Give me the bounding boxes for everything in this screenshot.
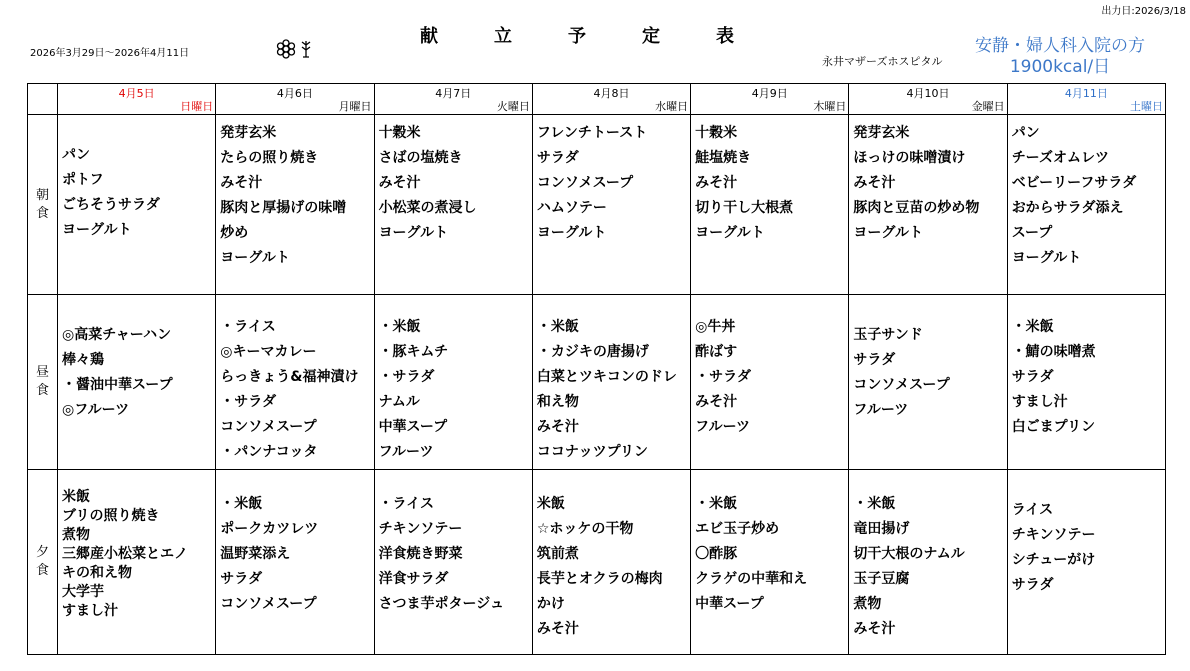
menu-item: ・米飯 xyxy=(536,319,579,335)
menu-item: 竜田揚げ xyxy=(853,521,910,537)
menu-item: サラダ xyxy=(1011,369,1054,385)
menu-item: 和え物 xyxy=(536,394,579,410)
menu-item: 玉子豆腐 xyxy=(853,571,910,587)
menu-item: 白ごまプリン xyxy=(1011,419,1096,435)
menu-item: ・米飯 xyxy=(853,496,896,512)
menu-item: ヨーグルト xyxy=(378,225,449,241)
day-header: 4月5日 日曜日 xyxy=(58,84,216,115)
menu-item: コンソメスープ xyxy=(220,419,317,435)
menu-table xyxy=(27,83,1166,655)
menu-item: ポークカツレツ xyxy=(220,521,319,537)
menu-item: ◎牛丼 xyxy=(695,319,736,335)
menu-item: ・米飯 xyxy=(378,319,421,335)
menu-item: みそ汁 xyxy=(536,419,579,435)
menu-item: 中華スープ xyxy=(378,419,448,435)
menu-item: 温野菜添え xyxy=(220,546,291,562)
menu-item: サラダ xyxy=(1011,577,1054,593)
menu-item: エビ玉子炒め xyxy=(695,521,780,537)
menu-cell xyxy=(532,295,690,470)
output-date: 出力日:2026/3/18 xyxy=(1101,6,1186,17)
menu-item: チキンソテー xyxy=(378,521,463,537)
menu-item: みそ汁 xyxy=(695,394,738,410)
menu-item: たらの照り焼き xyxy=(220,150,319,166)
menu-item: 発芽玄米 xyxy=(853,125,910,141)
menu-item: みそ汁 xyxy=(378,175,421,191)
menu-item: 豚肉と豆苗の炒め物 xyxy=(853,200,980,216)
menu-item: さばの塩焼き xyxy=(378,150,463,166)
menu-cell xyxy=(58,470,216,655)
menu-item: 十穀米 xyxy=(695,125,738,141)
menu-item: 発芽玄米 xyxy=(220,125,277,141)
menu-item: ブリの照り焼き xyxy=(62,508,160,524)
menu-item: ◎高菜チャーハン xyxy=(62,327,172,343)
menu-item: 筑前煮 xyxy=(536,546,579,562)
menu-cell xyxy=(216,295,374,470)
menu-item: 米飯 xyxy=(62,489,90,505)
menu-item: 中華スープ xyxy=(695,596,764,612)
day-header: 4月11日 土曜日 xyxy=(1007,84,1165,115)
menu-item: 〇酢豚 xyxy=(695,546,738,562)
menu-item: ヨーグルト xyxy=(220,250,290,266)
menu-period: 2026年3月29日～2026年4月11日 xyxy=(30,48,190,59)
menu-item: フルーツ xyxy=(853,402,909,418)
meal-row xyxy=(28,115,1166,295)
menu-item: フルーツ xyxy=(695,419,751,435)
menu-item: キの和え物 xyxy=(62,565,132,581)
day-header: 4月8日 水曜日 xyxy=(532,84,690,115)
menu-item: コンソメスープ xyxy=(220,596,317,612)
meal-label: 夕 食 xyxy=(28,470,58,655)
menu-item: 棒々鶏 xyxy=(62,352,104,368)
meal-label: 朝 食 xyxy=(28,115,58,295)
menu-item: ヨーグルト xyxy=(536,225,607,241)
menu-cell xyxy=(374,295,532,470)
menu-cell xyxy=(1007,295,1165,470)
menu-item: 十穀米 xyxy=(378,125,421,141)
menu-item: ・ライス xyxy=(220,319,276,335)
menu-item: 豚肉と厚揚げの味噌 xyxy=(220,200,347,216)
menu-item: みそ汁 xyxy=(220,175,263,191)
menu-cell xyxy=(216,470,374,655)
menu-item: ナムル xyxy=(378,394,420,410)
menu-item: さつま芋ポタージュ xyxy=(378,596,505,612)
diet-line-2: 1900kcal/日 xyxy=(1009,57,1111,77)
menu-cell xyxy=(374,115,532,295)
menu-item: 切り干し大根煮 xyxy=(695,200,794,216)
menu-item: ほっけの味噌漬け xyxy=(853,150,966,166)
menu-item: ・鯖の味噌煮 xyxy=(1011,344,1096,360)
menu-item: 炒め xyxy=(220,225,249,241)
menu-item: みそ汁 xyxy=(853,621,896,637)
menu-item: パン xyxy=(62,147,90,163)
menu-item: ライス xyxy=(1011,502,1054,518)
menu-cell xyxy=(216,115,374,295)
menu-item: 切干大根のナムル xyxy=(853,546,965,562)
menu-item: ・米飯 xyxy=(220,496,263,512)
menu-item: コンソメスープ xyxy=(853,377,950,393)
menu-item: 洋食サラダ xyxy=(378,571,449,587)
menu-item: ・パンナコッタ xyxy=(220,444,318,460)
menu-item: ポトフ xyxy=(62,172,104,188)
menu-item: 煮物 xyxy=(853,596,882,612)
menu-item: 煮物 xyxy=(62,527,90,543)
day-header-row xyxy=(28,84,1166,115)
menu-item: すまし汁 xyxy=(62,603,118,619)
menu-cell xyxy=(374,470,532,655)
day-header: 4月9日 木曜日 xyxy=(691,84,849,115)
menu-cell xyxy=(849,295,1007,470)
flower-logo-icon xyxy=(276,38,320,60)
menu-item: パン xyxy=(1011,125,1040,141)
menu-cell xyxy=(58,295,216,470)
menu-cell xyxy=(58,115,216,295)
menu-item: ・米飯 xyxy=(695,496,738,512)
hospital-name: 永井マザーズホスピタル xyxy=(822,55,943,68)
diet-line-1: 安静・婦人科入院の方 xyxy=(975,36,1145,56)
menu-item: クラゲの中華和え xyxy=(695,571,808,587)
menu-item: ヨーグルト xyxy=(853,225,923,241)
menu-item: ・サラダ xyxy=(378,369,435,385)
menu-item: ・ライス xyxy=(378,496,435,512)
day-header: 4月6日 月曜日 xyxy=(216,84,374,115)
menu-item: 酢ばす xyxy=(695,344,738,360)
menu-item: 米飯 xyxy=(536,496,565,512)
menu-item: フルーツ xyxy=(378,444,434,460)
menu-cell xyxy=(691,295,849,470)
menu-item: ☆ホッケの干物 xyxy=(536,521,634,537)
meal-row xyxy=(28,470,1166,655)
menu-item: 洋食焼き野菜 xyxy=(378,546,463,562)
menu-cell xyxy=(532,115,690,295)
menu-item: ・豚キムチ xyxy=(378,344,449,360)
menu-item: らっきょう&福神漬け xyxy=(220,369,359,385)
menu-item: 小松菜の煮浸し xyxy=(378,200,477,216)
day-header: 4月10日 金曜日 xyxy=(849,84,1007,115)
menu-item: ハムソテー xyxy=(536,200,607,216)
menu-item: ヨーグルト xyxy=(62,222,132,238)
menu-item: ココナッツプリン xyxy=(536,444,649,460)
menu-cell xyxy=(691,115,849,295)
menu-item: おからサラダ添え xyxy=(1011,200,1124,216)
menu-item: みそ汁 xyxy=(853,175,896,191)
menu-item: みそ汁 xyxy=(536,621,579,637)
menu-cell xyxy=(532,470,690,655)
menu-item: サラダ xyxy=(220,571,263,587)
menu-cell xyxy=(1007,470,1165,655)
menu-item: 三郷産小松菜とエノ xyxy=(62,546,188,562)
menu-item: チーズオムレツ xyxy=(1011,150,1109,166)
menu-item: ・サラダ xyxy=(220,394,277,410)
page-title: 献立予定表 xyxy=(420,26,790,47)
menu-item: シチューがけ xyxy=(1011,552,1096,568)
menu-item: ごちそうサラダ xyxy=(62,197,160,213)
menu-item: フレンチトースト xyxy=(536,125,648,141)
menu-item: 大学芋 xyxy=(62,584,104,600)
menu-item: ヨーグルト xyxy=(695,225,765,241)
menu-item: ・サラダ xyxy=(695,369,751,385)
menu-item: サラダ xyxy=(536,150,579,166)
meal-row xyxy=(28,295,1166,470)
menu-item: みそ汁 xyxy=(695,175,738,191)
menu-item: 長芋とオクラの梅肉 xyxy=(536,571,663,587)
menu-cell xyxy=(849,470,1007,655)
menu-item: ◎フルーツ xyxy=(62,402,130,418)
menu-item: ・醤油中華スープ xyxy=(62,377,173,393)
menu-item: すまし汁 xyxy=(1011,394,1068,410)
menu-item: ヨーグルト xyxy=(1011,250,1082,266)
menu-item: ・米飯 xyxy=(1011,319,1054,335)
menu-cell xyxy=(849,115,1007,295)
diet-type xyxy=(960,36,1160,78)
meal-label: 昼 食 xyxy=(28,295,58,470)
menu-item: サラダ xyxy=(853,352,896,368)
menu-item: ◎キーマカレー xyxy=(220,344,317,360)
menu-item: ・カジキの唐揚げ xyxy=(536,344,649,360)
corner-cell xyxy=(28,84,58,115)
menu-item: ベビーリーフサラダ xyxy=(1011,175,1137,191)
menu-item: 玉子サンド xyxy=(853,327,923,343)
menu-cell xyxy=(1007,115,1165,295)
menu-cell xyxy=(691,470,849,655)
day-header: 4月7日 火曜日 xyxy=(374,84,532,115)
menu-item: スープ xyxy=(1011,225,1053,241)
menu-item: かけ xyxy=(536,596,565,612)
menu-item: コンソメスープ xyxy=(536,175,634,191)
menu-item: 白菜とツキコンのドレ xyxy=(536,369,677,385)
menu-item: 鮭塩焼き xyxy=(695,150,752,166)
menu-item: チキンソテー xyxy=(1011,527,1096,543)
